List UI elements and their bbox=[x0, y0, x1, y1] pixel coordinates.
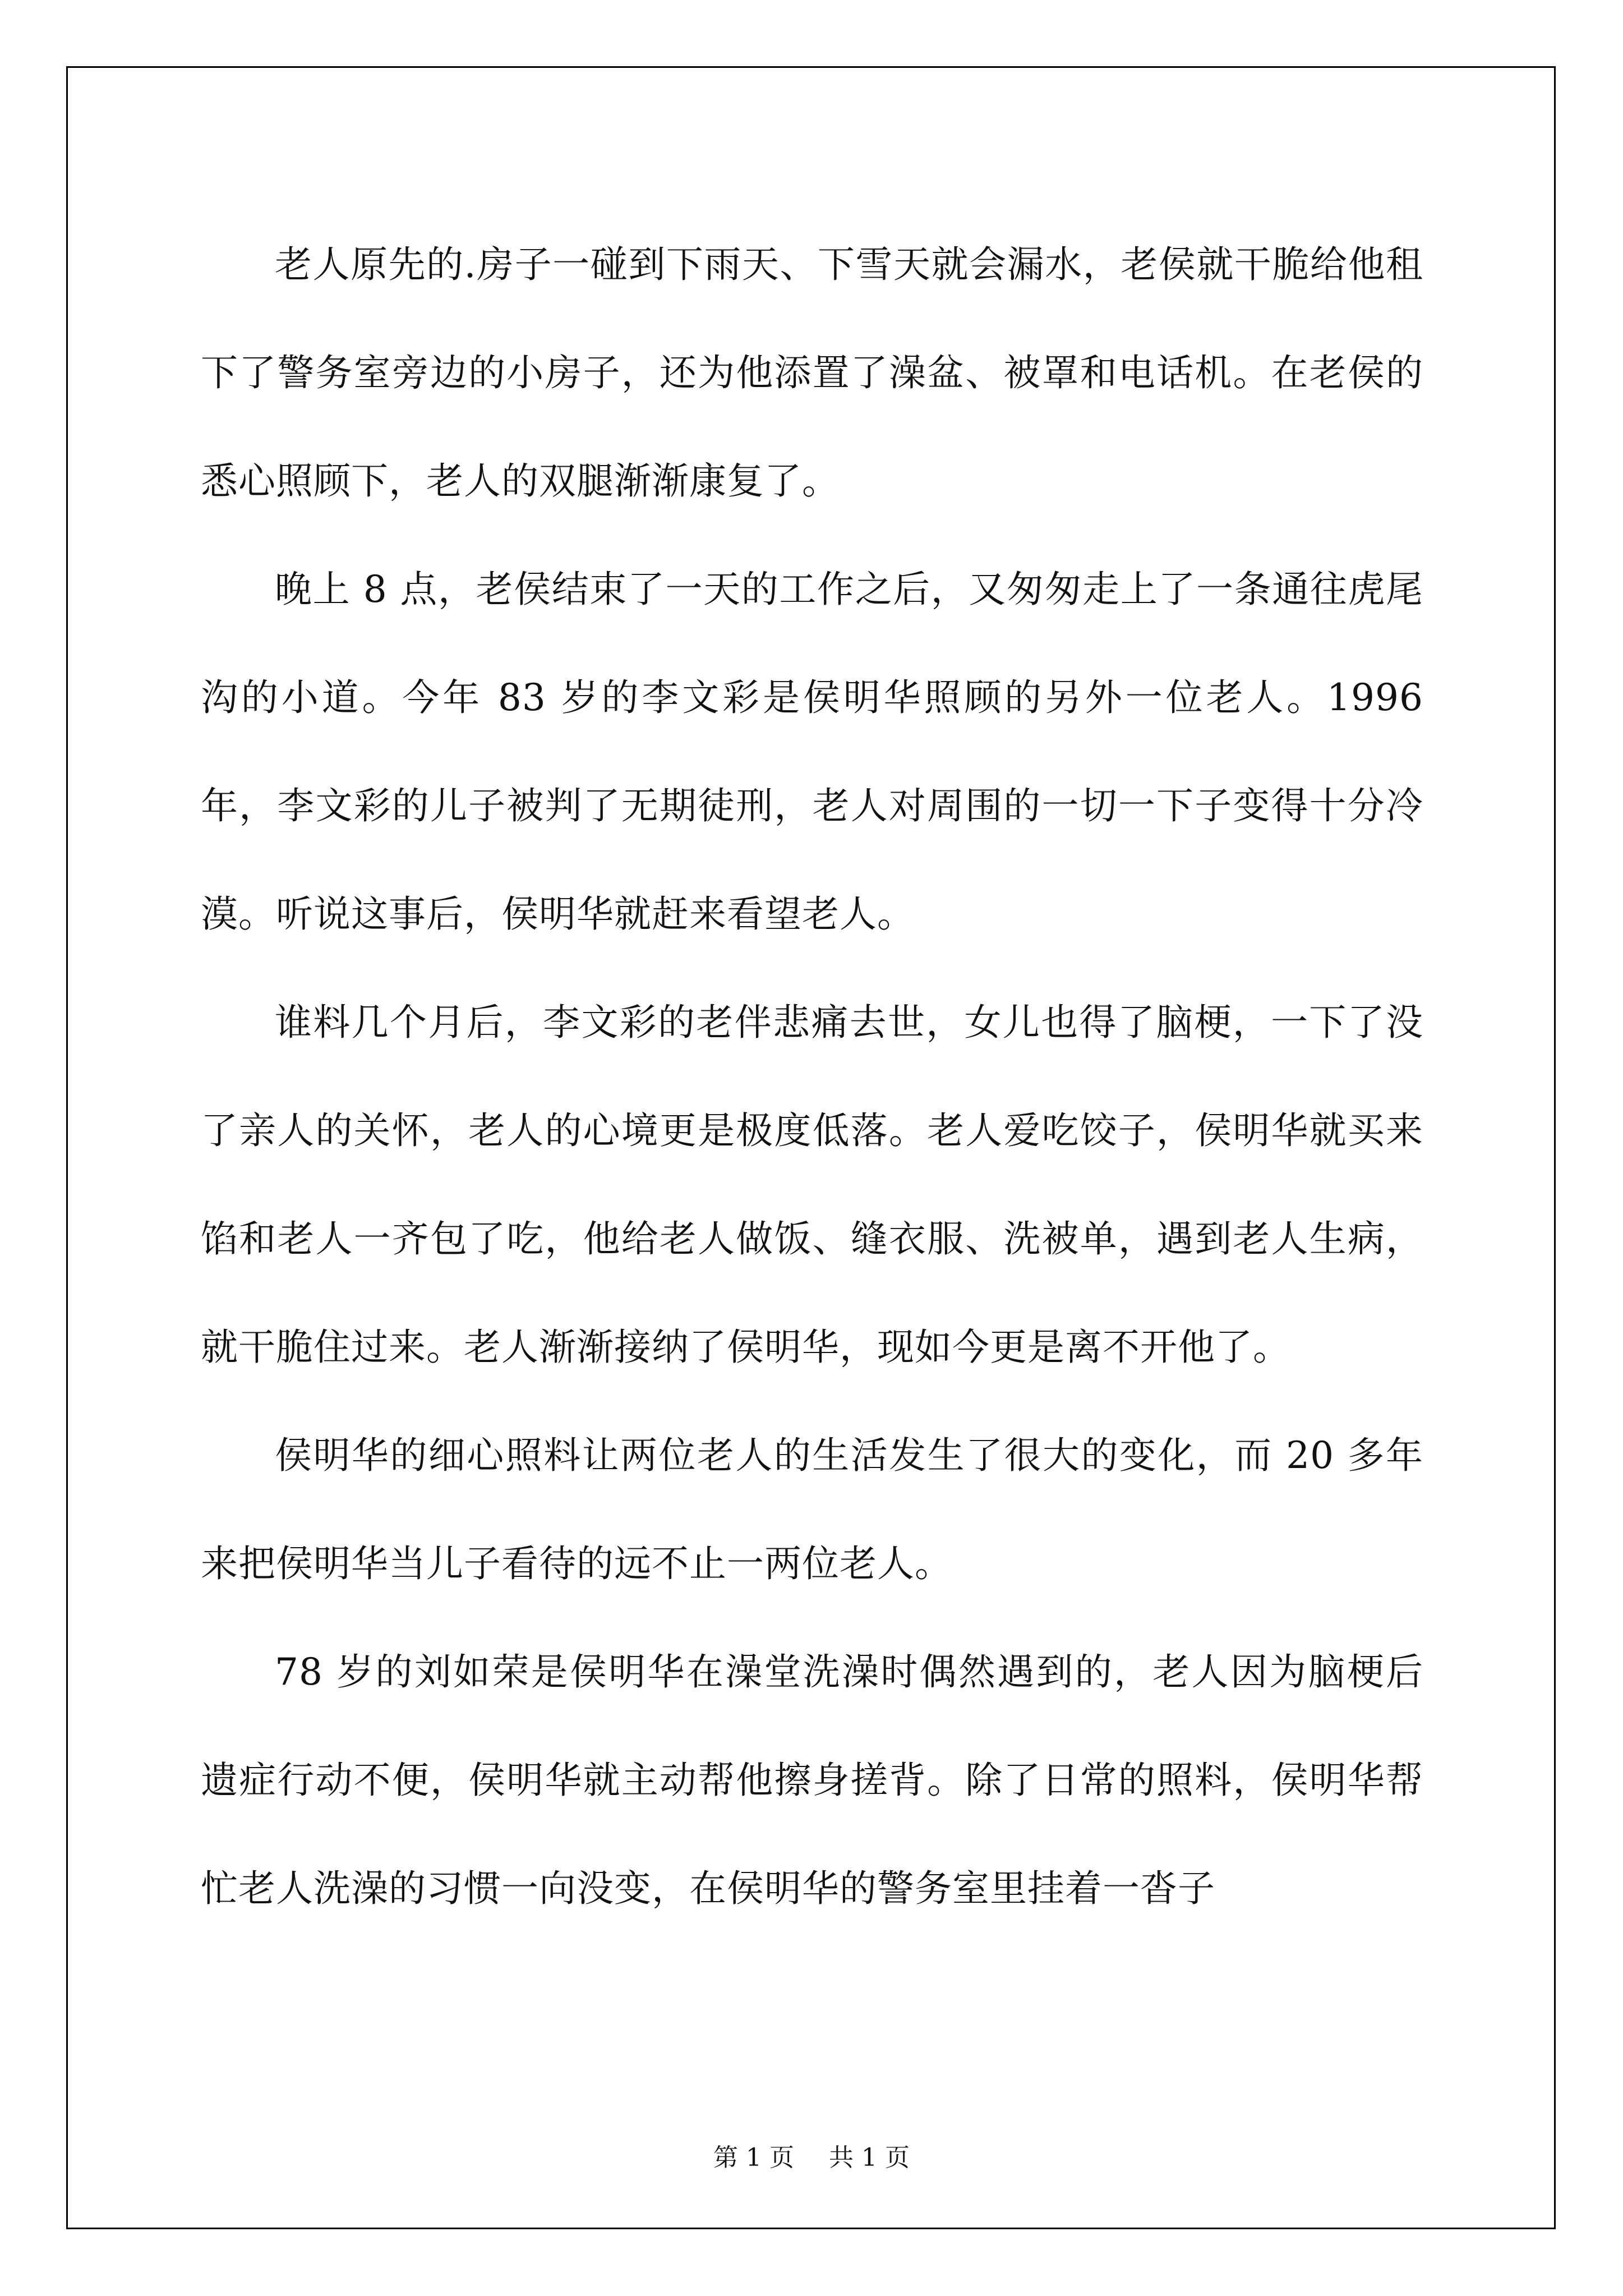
paragraph-5: 78 岁的刘如荣是侯明华在澡堂洗澡时偶然遇到的，老人因为脑梗后遗症行动不便，侯明华就主动帮他擦身搓背。除了日常的照料，侯明华帮忙老人洗澡的习惯一向没变，在侯明华的警务室里挂着一沓子 bbox=[201, 1650, 1423, 1910]
paragraph-2: 晚上 8 点，老侯结束了一天的工作之后，又匆匆走上了一条通往虎尾沟的小道。今年 83 岁的李文彩是侯明华照顾的另外一位老人。1996 年，李文彩的儿子被判了无期徒刑，老人对周围的一切一下子变得十分冷漠。听说这事后，侯明华就赶来看望老人。 bbox=[201, 568, 1423, 936]
document-body bbox=[201, 210, 1423, 1943]
page-number: 第 1 页 bbox=[713, 2143, 794, 2172]
paragraph-1: 老人原先的.房子一碰到下雨天、下雪天就会漏水，老侯就干脆给他租下了警务室旁边的小房子，还为他添置了澡盆、被罩和电话机。在老侯的悉心照顾下，老人的双腿渐渐康复了。 bbox=[201, 243, 1423, 503]
page-total: 共 1 页 bbox=[829, 2143, 910, 2172]
paragraph-3: 谁料几个月后，李文彩的老伴悲痛去世，女儿也得了脑梗，一下了没了亲人的关怀，老人的心境更是极度低落。老人爱吃饺子，侯明华就买来馅和老人一齐包了吃，他给老人做饭、缝衣服、洗被单，遇到老人生病，就干脆住过来。老人渐渐接纳了侯明华，现如今更是离不开他了。 bbox=[201, 1001, 1423, 1369]
paragraph-4: 侯明华的细心照料让两位老人的生活发生了很大的变化，而 20 多年来把侯明华当儿子看待的远不止一两位老人。 bbox=[201, 1434, 1423, 1585]
page-footer bbox=[0, 2137, 1623, 2173]
